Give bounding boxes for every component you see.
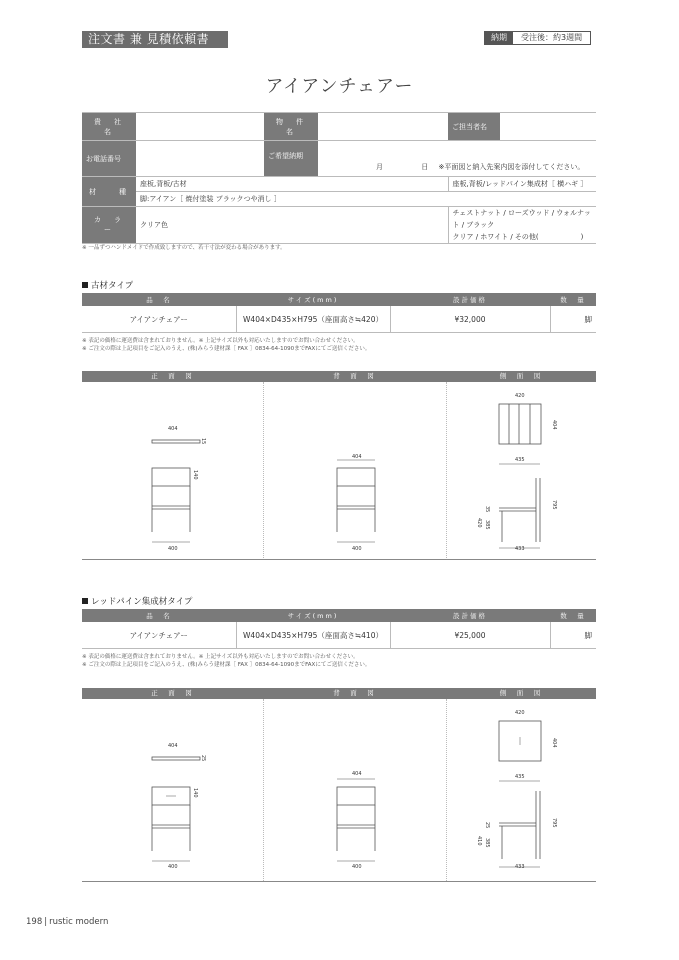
- material-option-2[interactable]: 座板,背板/レッドパイン集成材［ 横ハギ ］: [448, 177, 596, 192]
- dim-side-leg-height: 385: [484, 520, 490, 530]
- document-tag: 注文書 兼 見積依頼書: [82, 31, 228, 48]
- front-view-title: 正 面 図: [151, 689, 194, 697]
- col-qty: 数 量: [550, 609, 596, 622]
- color-option-1[interactable]: クリア色: [136, 207, 448, 244]
- dim-front-top-thickness: 15: [200, 438, 206, 445]
- dim-back-top-width: 404: [352, 771, 362, 777]
- dim-side-top-depth: 404: [551, 420, 557, 430]
- chair-drawing-2: [82, 699, 596, 881]
- dim-side-seat-thickness: 25: [484, 822, 490, 829]
- dim-back-width: 400: [352, 864, 362, 870]
- company-field[interactable]: [136, 113, 264, 141]
- product-size: W404×D435×H795（座面高さ≒420）: [236, 306, 390, 333]
- dim-side-top-width: 420: [515, 393, 525, 399]
- quantity-field[interactable]: 脚: [550, 622, 596, 649]
- property-label: 物 件 名: [264, 113, 318, 141]
- dim-side-height: 795: [551, 818, 557, 828]
- property-field[interactable]: [318, 113, 448, 141]
- section-title: レッドパイン集成材タイプ: [82, 595, 192, 607]
- dim-front-back-height: 140: [192, 470, 198, 480]
- dim-side-height: 795: [551, 500, 557, 510]
- dim-side-seat-height: 410: [476, 836, 482, 846]
- view-header: [82, 688, 596, 699]
- person-label: ご担当者名: [448, 113, 500, 141]
- dim-side-width: 435: [515, 457, 525, 463]
- back-view-title: 背 面 図: [333, 689, 376, 697]
- color-option-2-line2: クリア / ホワイト / その他( ): [452, 233, 584, 241]
- phone-field[interactable]: [136, 141, 264, 177]
- dim-side-seat-thickness: 35: [484, 506, 490, 513]
- price-table: [82, 609, 596, 649]
- price-table: [82, 293, 596, 333]
- delivery-value: 受注後：約3週間: [521, 33, 583, 42]
- date-field[interactable]: [318, 141, 596, 177]
- price-note: ※ 表記の価格に運送費は含まれておりません。※ 上記サイズ以外も対応いたしますのでお問い合わせください。: [82, 654, 359, 660]
- date-note: ※平面図と納入先案内図を添付してください。: [438, 163, 585, 171]
- brand-name: rustic modern: [49, 917, 109, 927]
- material-option-1[interactable]: 座板,背板/古材: [136, 177, 448, 192]
- page-number: 198: [26, 917, 43, 927]
- dim-front-top-thickness: 25: [200, 755, 206, 762]
- product-price: ¥25,000: [390, 622, 550, 649]
- dim-side-leg-height: 385: [484, 838, 490, 848]
- col-name: 品 名: [82, 293, 236, 306]
- product-price: ¥32,000: [390, 306, 550, 333]
- dim-side-seat-height: 420: [476, 518, 482, 528]
- chair-drawing-1: [82, 382, 596, 558]
- material-label: 材 種: [82, 177, 136, 207]
- dim-back-top-width: 404: [352, 454, 362, 460]
- handmade-note: ※ 一品ずつハンドメイドで作成致しますので、若干寸法が変わる場合があります。: [82, 245, 286, 251]
- dim-front-top-width: 404: [168, 743, 178, 749]
- side-view-title: 側 面 図: [499, 372, 543, 380]
- color-option-2-line1: チェストナット / ローズウッド / ウォルナット / ブラック: [452, 209, 591, 229]
- dim-side-base: 433: [515, 864, 525, 870]
- delivery-box: [484, 31, 591, 45]
- phone-label: お電話番号: [82, 141, 136, 177]
- order-form: [82, 112, 596, 244]
- product-name: アイアンチェアー: [82, 306, 236, 333]
- price-note: ※ 表記の価格に運送費は含まれておりません。※ 上記サイズ以外も対応いたしますのでお問い合わせください。: [82, 338, 359, 344]
- col-qty: 数 量: [550, 293, 596, 306]
- product-size: W404×D435×H795（座面高さ≒410）: [236, 622, 390, 649]
- col-size: サイズ(mm): [236, 609, 390, 622]
- product-name: アイアンチェアー: [82, 622, 236, 649]
- page-title: アイアンチェアー: [265, 76, 414, 97]
- side-view-title: 側 面 図: [499, 689, 543, 697]
- dim-front-top-width: 404: [168, 426, 178, 432]
- fax-note: ※ ご注文の際は上記項目をご記入のうえ、(株)みらう建材課［ FAX ］0834-64-1090までFAXにてご送信ください。: [82, 662, 371, 668]
- view-header: [82, 371, 596, 382]
- dim-side-width: 435: [515, 774, 525, 780]
- company-label: 貴 社 名: [82, 113, 136, 141]
- date-label: ご希望納期: [264, 141, 318, 177]
- dim-side-top-depth: 404: [551, 738, 557, 748]
- delivery-label: 納期: [485, 32, 513, 44]
- dim-side-base: 433: [515, 546, 525, 552]
- section-title: 古材タイプ: [82, 279, 133, 291]
- col-name: 品 名: [82, 609, 236, 622]
- front-view-title: 正 面 図: [151, 372, 194, 380]
- dim-front-width: 400: [168, 546, 178, 552]
- col-size: サイズ(mm): [236, 293, 390, 306]
- dim-back-width: 400: [352, 546, 362, 552]
- col-price: 設計価格: [390, 293, 550, 306]
- dim-side-top-width: 420: [515, 710, 525, 716]
- material-option-3[interactable]: 脚:アイアン［ 焼付塗装 ブラックつや消し ］: [136, 192, 596, 207]
- dim-front-back-height: 140: [192, 788, 198, 798]
- quantity-field[interactable]: 脚: [550, 306, 596, 333]
- col-price: 設計価格: [390, 609, 550, 622]
- back-view-title: 背 面 図: [333, 372, 376, 380]
- date-day: 日: [421, 163, 429, 171]
- color-option-2[interactable]: [448, 207, 596, 244]
- page-footer: 198 | rustic modern: [26, 917, 109, 927]
- person-field[interactable]: [500, 113, 596, 141]
- dim-front-width: 400: [168, 864, 178, 870]
- fax-note: ※ ご注文の際は上記項目をご記入のうえ、(株)みらう建材課［ FAX ］0834-64-1090までFAXにてご送信ください。: [82, 346, 371, 352]
- date-month: 月: [376, 163, 383, 171]
- color-label: カ ラ ー: [82, 207, 136, 244]
